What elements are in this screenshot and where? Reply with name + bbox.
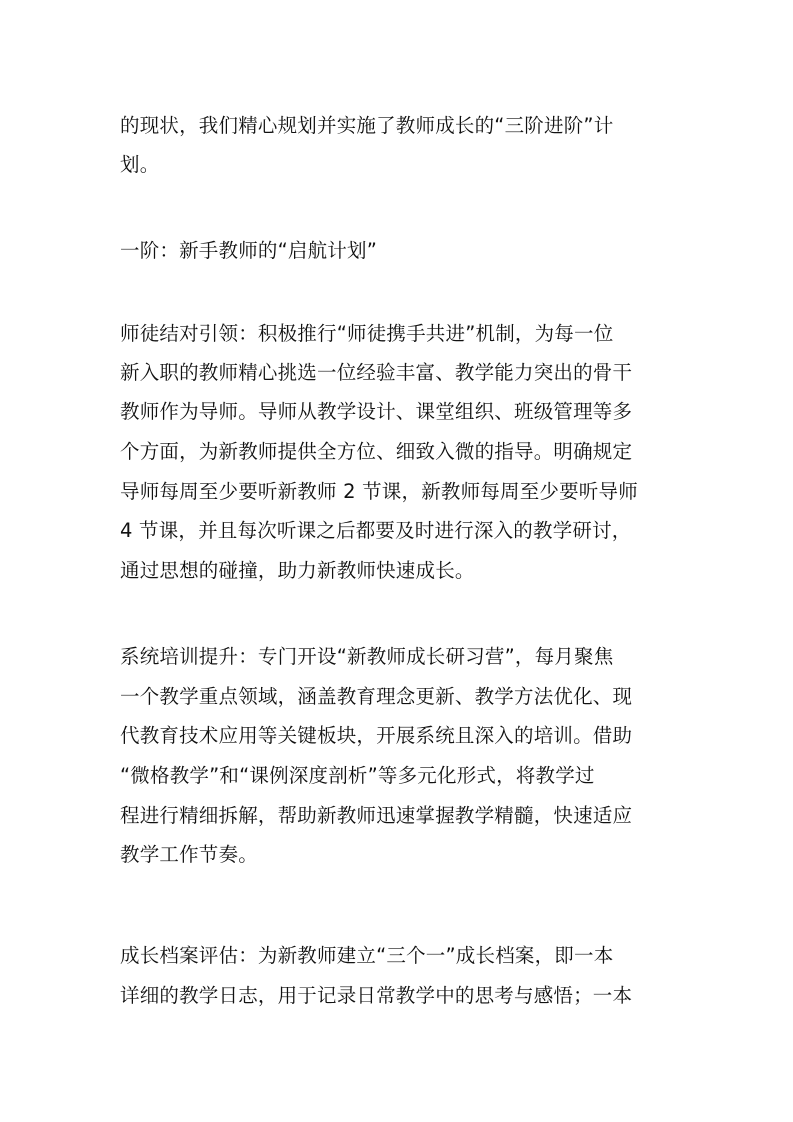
text-line: 师徒结对引领：积极推行“师徒携手共进”机制，为每一位 bbox=[120, 322, 614, 345]
text-line: 系统培训提升：专门开设“新教师成长研习营”，每月聚焦 bbox=[120, 645, 614, 668]
text-line: 详细的教学日志，用于记录日常教学中的思考与感悟；一本 bbox=[120, 984, 633, 1007]
text-line: “微格教学”和“课例深度剖析”等多元化形式，将教学过 bbox=[120, 764, 595, 787]
text-line: 程进行精细拆解，帮助新教师迅速掌握教学精髓，快速适应 bbox=[120, 804, 633, 827]
text-line: 一个教学重点领域，涵盖教育理念更新、教学方法优化、现 bbox=[120, 685, 633, 708]
text-line: 个方面，为新教师提供全方位、细致入微的指导。明确规定 bbox=[120, 440, 633, 463]
text-line: 划。 bbox=[120, 153, 160, 176]
heading-line: 一阶：新手教师的“启航计划” bbox=[120, 239, 378, 262]
text-line: 代教育技术应用等关键板块，开展系统且深入的培训。借助 bbox=[120, 724, 633, 747]
text-line: 的现状，我们精心规划并实施了教师成长的“三阶进阶”计 bbox=[120, 114, 614, 137]
text-line: 成长档案评估：为新教师建立“三个一”成长档案，即一本 bbox=[120, 944, 614, 967]
text-line: 教师作为导师。导师从教学设计、课堂组织、班级管理等多 bbox=[120, 400, 633, 423]
text-line: 新入职的教师精心挑选一位经验丰富、教学能力突出的骨干 bbox=[120, 361, 633, 384]
text-line: 4 节课，并且每次听课之后都要及时进行深入的教学研讨， bbox=[120, 519, 632, 542]
text-line: 教学工作节奏。 bbox=[120, 843, 258, 866]
text-line: 导师每周至少要听新教师 2 节课，新教师每周至少要听导师 bbox=[120, 480, 638, 503]
text-line: 通过思想的碰撞，助力新教师快速成长。 bbox=[120, 559, 475, 582]
